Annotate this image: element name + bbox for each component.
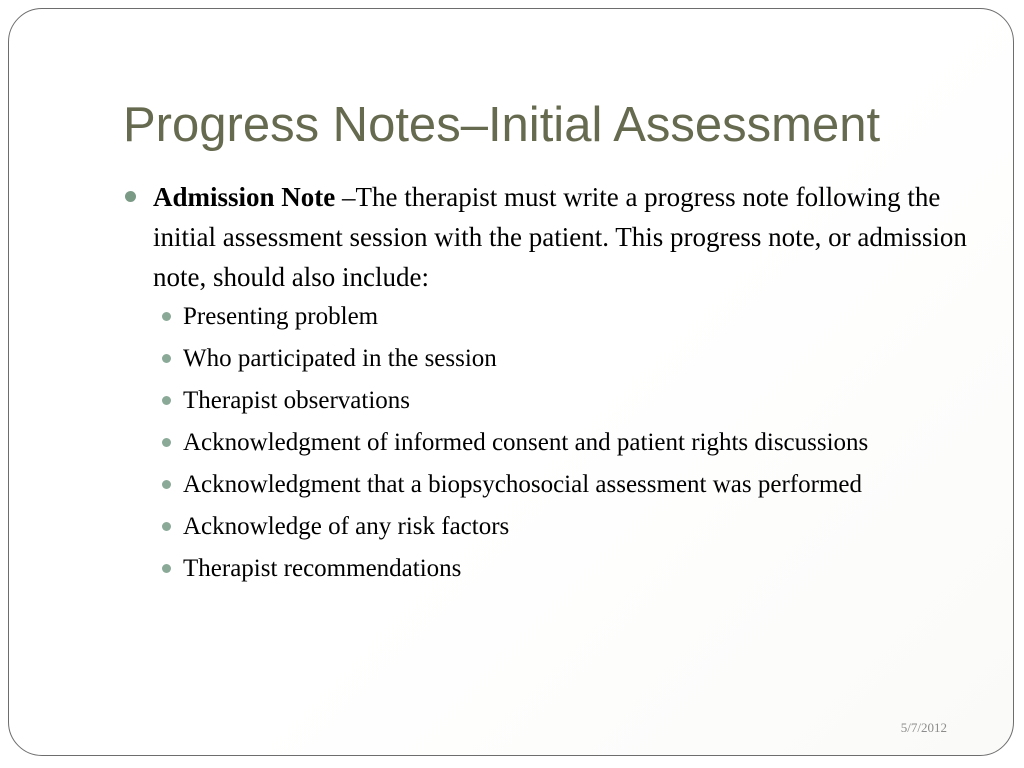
admission-note-sub-list — [125, 299, 975, 586]
sub-bullet-dot-icon — [162, 312, 171, 321]
main-bullet-admission-note — [125, 177, 975, 297]
list-item-text: Acknowledge of any risk factors — [183, 513, 510, 540]
list-item-text: Acknowledgment of informed consent and patient rights discussions — [183, 429, 869, 456]
admission-note-text: The therapist must write a progress note following the initial assessment session with the patient. This progress note, or admission note, should also include: — [153, 182, 967, 292]
slide-content — [125, 177, 975, 593]
slide-frame — [8, 8, 1014, 756]
list-item-text: Therapist recommendations — [183, 555, 462, 582]
list-item-text: Presenting problem — [183, 303, 379, 330]
sub-bullet-dot-icon — [162, 522, 171, 531]
admission-note-label: Admission Note — [153, 182, 336, 212]
list-item — [125, 383, 975, 418]
list-item — [125, 467, 975, 502]
sub-bullet-dot-icon — [162, 564, 171, 573]
list-item — [125, 551, 975, 586]
list-item — [125, 341, 975, 376]
sub-bullet-dot-icon — [162, 480, 171, 489]
list-item — [125, 299, 975, 334]
admission-note-separator: – — [335, 182, 356, 212]
list-item-text: Who participated in the session — [183, 345, 497, 372]
slide-date: 5/7/2012 — [900, 720, 947, 735]
bullet-dot-icon — [125, 191, 136, 202]
slide-title: Progress Notes–Initial Assessment — [123, 98, 881, 152]
list-item — [125, 509, 975, 544]
sub-bullet-dot-icon — [162, 396, 171, 405]
sub-bullet-dot-icon — [162, 354, 171, 363]
list-item-text: Acknowledgment that a biopsychosocial assessment was performed — [183, 471, 862, 498]
list-item-text: Therapist observations — [183, 387, 411, 414]
list-item — [125, 425, 975, 460]
sub-bullet-dot-icon — [162, 438, 171, 447]
